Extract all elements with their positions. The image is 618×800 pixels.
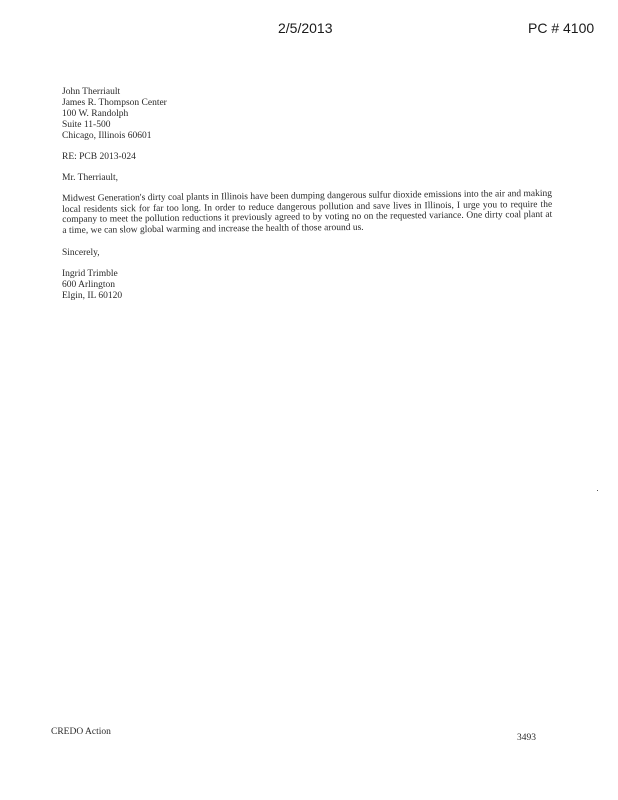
recipient-address (62, 87, 552, 142)
address-line: Suite 11-500 (62, 120, 111, 130)
address-line: 100 W. Randolph (62, 109, 129, 119)
footer-page-number: 3493 (517, 733, 536, 743)
address-line: James R. Thompson Center (62, 98, 167, 108)
salutation: Mr. Therriault, (62, 173, 119, 183)
scan-speck (597, 490, 598, 491)
address-line: John Therriault (62, 87, 121, 97)
signer-street: 600 Arlington (62, 280, 116, 290)
address-line: Chicago, Illinois 60601 (62, 131, 152, 141)
fax-date: 2/5/2013 (278, 20, 333, 36)
fax-header (0, 20, 618, 40)
footer-organization: CREDO Action (51, 727, 111, 737)
signer-city: Elgin, IL 60120 (62, 291, 123, 301)
letter-body: Midwest Generation's dirty coal plants in Illinois have been dumping dangerous sulfur dioxide emissions into the air and making local residents sick for far too long. In order to reduce dangerous pollution and save lives in Illinois, I urge you to require the company to meet the pollution reductions it previously agreed to by voting no on the requested variance. One dirty coal plant at a time, we can slow global warming and increase the health of those around us. (62, 188, 553, 236)
public-comment-number: PC # 4100 (528, 20, 595, 36)
closing: Sincerely, (62, 248, 100, 258)
letter (62, 87, 552, 302)
signature-block (62, 269, 552, 302)
reference-line: RE: PCB 2013-024 (62, 152, 136, 162)
signer-name: Ingrid Trimble (62, 269, 118, 279)
